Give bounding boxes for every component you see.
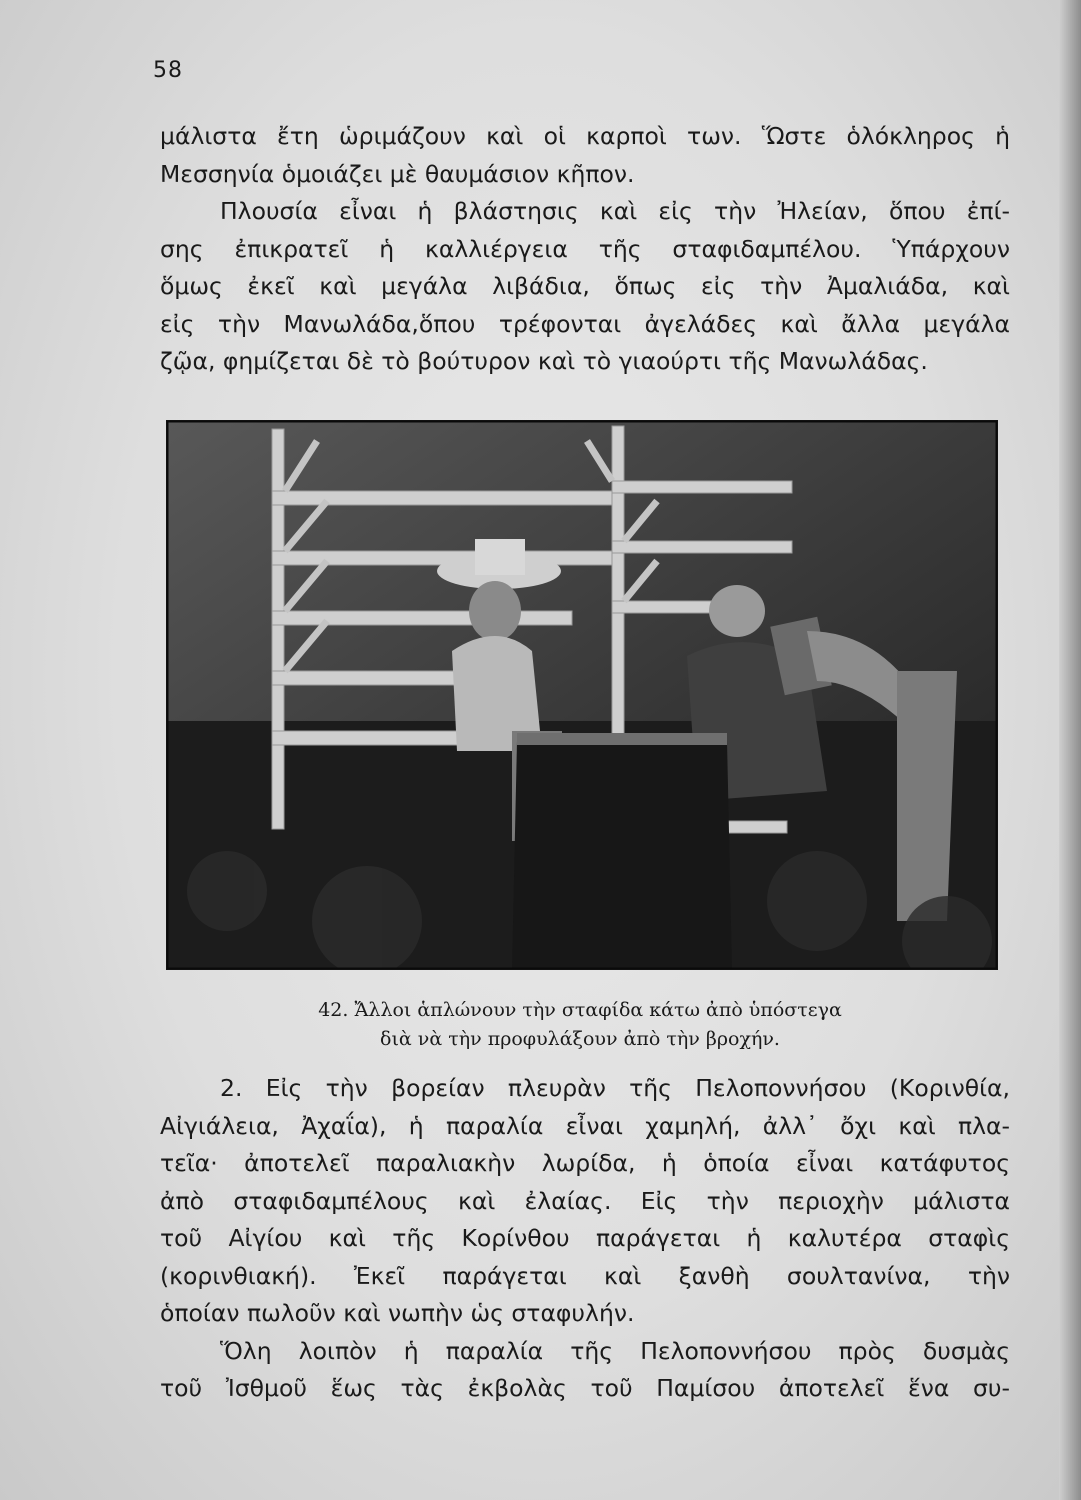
text-line: τοῦ Ἰσθμοῦ ἕως τὰς ἐκβολὰς τοῦ Παμίσου ἀποτελεῖ ἕνα συ-	[160, 1374, 1010, 1402]
caption-line: διὰ νὰ τὴν προφυλάξουν ἀπὸ τὴν βροχήν.	[380, 1028, 780, 1050]
text-line: τοῦ Αἰγίου καὶ τῆς Κορίνθου παράγεται ἡ καλυτέρα σταφὶς	[160, 1224, 1010, 1252]
text-line: Αἰγιάλεια, Ἀχαΐα), ἡ παραλία εἶναι χαμηλή, ἀλλ᾽ ὄχι καὶ πλα-	[160, 1111, 1010, 1140]
figure-caption	[200, 996, 960, 1054]
text-line: ἀπὸ σταφιδαμπέλους καὶ ἐλαίας. Εἰς τὴν περιοχὴν μάλιστα	[160, 1186, 1010, 1215]
text-line: ὁποίαν πωλοῦν καὶ νωπὴν ὡς σταφυλήν.	[160, 1299, 635, 1327]
text-line: Ὅλη λοιπὸν ἡ παραλία τῆς Πελοποννήσου πρὸς δυσμὰς	[220, 1336, 1010, 1365]
text-line: (κορινθιακή). Ἐκεῖ παράγεται καὶ ξανθὴ σουλτανίνα, τὴν	[160, 1261, 1010, 1290]
paragraph-continued	[160, 231, 1010, 381]
text-line: ζῷα, φημίζεται δὲ τὸ βούτυρον καὶ τὸ γιαούρτι τῆς Μανωλάδας.	[160, 347, 928, 375]
text-line: ὅμως ἐκεῖ καὶ μεγάλα λιβάδια, ὅπως εἰς τὴν Ἀμαλιάδα, καὶ	[160, 272, 1010, 300]
photo-illustration	[167, 421, 997, 969]
text-line: Μεσσηνία ὁμοιάζει μὲ θαυμάσιον κῆπον.	[160, 159, 635, 188]
text-line: εἰς τὴν Μανωλάδα,ὅπου τρέφονται ἀγελάδες καὶ ἄλλα μεγάλα	[160, 309, 1010, 338]
bottom-text-block	[160, 1070, 1010, 1408]
paragraph	[160, 1333, 1010, 1371]
text-line: μάλιστα ἔτη ὡριμάζουν καὶ οἱ καρποὶ των. Ὥστε ὁλόκληρος ἡ	[160, 122, 1010, 150]
page-edge-shadow	[1059, 0, 1081, 1500]
paragraph	[160, 1070, 1010, 1108]
paragraph	[160, 118, 1010, 193]
text-line: Πλουσία εἶναι ἡ βλάστησις καὶ εἰς τὴν Ἠλείαν, ὅπου ἐπί-	[220, 197, 1010, 225]
page-number: 58	[153, 58, 183, 83]
text-line: τεῖα· ἀποτελεῖ παραλιακὴν λωρίδα, ἡ ὁποία εἶναι κατάφυτος	[160, 1149, 1010, 1177]
raisin-drying-photo	[166, 420, 998, 970]
top-text-block	[160, 118, 1010, 381]
paragraph	[160, 193, 1010, 231]
caption-line: 42. Ἄλλοι ἁπλώνουν τὴν σταφίδα κάτω ἀπὸ ὑπόστεγα	[318, 999, 842, 1021]
paragraph-continued	[160, 1108, 1010, 1333]
text-line: σης ἐπικρατεῖ ἡ καλλιέργεια τῆς σταφιδαμπέλου. Ὑπάρχουν	[160, 234, 1010, 263]
paragraph-continued	[160, 1370, 1010, 1408]
text-line: 2. Εἰς τὴν βορείαν πλευρὰν τῆς Πελοποννήσου (Κορινθία,	[220, 1074, 1010, 1102]
